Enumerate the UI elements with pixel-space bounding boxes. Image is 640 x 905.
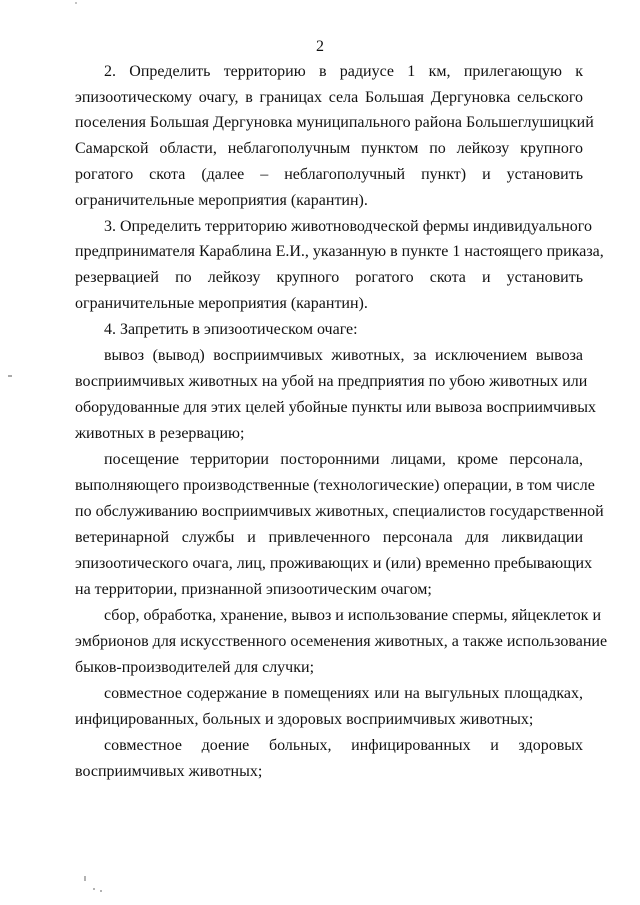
text-line: инфицированных, больных и здоровых восприимчивых животных; — [75, 711, 534, 728]
text-line: животных в резервацию; — [75, 425, 245, 442]
text-line: рогатого скота (далее – неблагополучный пункт) и установить — [75, 166, 583, 183]
text-line: вывоз (вывод) восприимчивых животных, за исключением вывоза — [104, 347, 583, 364]
text-line: поселения Большая Дергуновка муниципального района Большеглушицкий — [75, 114, 594, 131]
text-line: совместное доение больных, инфицированных и здоровых — [104, 737, 583, 754]
text-line: оборудованные для этих целей убойные пункты или вывоза восприимчивых — [75, 399, 596, 416]
text-line: эпизоотическому очагу, в границах села Большая Дергуновка сельского — [75, 89, 583, 106]
text-line: посещение территории посторонними лицами, кроме персонала, — [104, 451, 583, 468]
scan-speck — [8, 375, 12, 377]
text-line: 2. Определить территорию в радиусе 1 км, прилегающую к — [104, 63, 583, 80]
text-line: эмбрионов для искусственного осеменения животных, а также использование — [75, 633, 608, 650]
scan-speck — [100, 890, 102, 892]
text-line: Самарской области, неблагополучным пунктом по лейкозу крупного — [75, 140, 583, 157]
text-line: восприимчивых животных на убой на предприятия по убою животных или — [75, 373, 588, 390]
text-line: по обслуживанию восприимчивых животных, специалистов государственной — [75, 503, 604, 520]
text-line: ограничительные мероприятия (карантин). — [75, 192, 368, 209]
text-line: восприимчивых животных; — [75, 763, 263, 780]
text-line: сбор, обработка, хранение, вывоз и использование спермы, яйцеклеток и — [104, 607, 602, 624]
text-line: ограничительные мероприятия (карантин). — [75, 295, 368, 312]
scan-speck — [93, 888, 95, 890]
scan-speck — [75, 2, 77, 4]
text-line: быков-производителей для случки; — [75, 659, 315, 676]
text-line: совместное содержание в помещениях или на выгульных площадках, — [104, 685, 583, 702]
scan-speck — [84, 876, 86, 881]
text-line: резервацией по лейкозу крупного рогатого скота и установить — [75, 269, 583, 286]
text-line: предпринимателя Караблина Е.И., указанную в пункте 1 настоящего приказа, — [75, 243, 604, 260]
page-number: 2 — [316, 38, 324, 55]
text-line: на территории, признанной эпизоотическим очагом; — [75, 581, 432, 598]
text-line: ветеринарной службы и привлеченного персонала для ликвидации — [75, 529, 583, 546]
text-line: 4. Запретить в эпизоотическом очаге: — [104, 321, 358, 338]
text-line: выполняющего производственные (технологические) операции, в том числе — [75, 477, 595, 494]
text-line: 3. Определить территорию животноводческой фермы индивидуального — [104, 218, 592, 235]
text-line: эпизоотического очага, лиц, проживающих и (или) временно пребывающих — [75, 555, 593, 572]
